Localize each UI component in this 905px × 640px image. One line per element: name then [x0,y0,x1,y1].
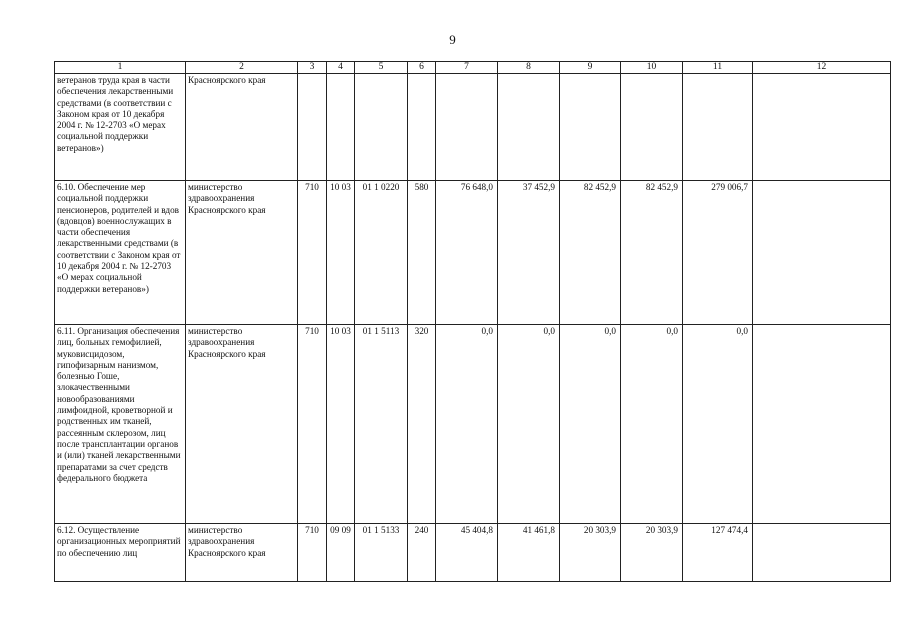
cell-value-8: 0,0 [498,325,560,524]
cell-result [753,74,891,181]
cell-total: 0,0 [683,325,753,524]
header-col-2: 2 [186,62,298,74]
cell-value-10: 0,0 [621,325,683,524]
cell-grbs: 710 [298,181,327,325]
table-row [55,524,891,582]
budget-table [54,61,891,582]
cell-result [753,181,891,325]
cell-grbs: 710 [298,524,327,582]
cell-target-article: 01 1 0220 [355,181,408,325]
cell-total: 127 474,4 [683,524,753,582]
header-col-12: 12 [753,62,891,74]
cell-section: 10 03 [327,325,355,524]
cell-grbs [298,74,327,181]
header-col-5: 5 [355,62,408,74]
cell-value-8 [498,74,560,181]
header-col-6: 6 [408,62,436,74]
cell-section: 10 03 [327,181,355,325]
header-col-10: 10 [621,62,683,74]
cell-target-article: 01 1 5113 [355,325,408,524]
row-name: 6.10. Обеспечение мер социальной поддержки пенсионеров, родителей и вдов (вдовцов) военнослужащих в части обеспечения лекарственными средствами (в соответствии с Законом края от 10 декабря 2004 г. № 12-2703 «О мерах социальной поддержки ветеранов») [55,181,186,325]
cell-result [753,325,891,524]
cell-target-article: 01 1 5133 [355,524,408,582]
row-executor: министерство здравоохранения Красноярского края [186,325,298,524]
cell-section: 09 09 [327,524,355,582]
row-name: 6.11. Организация обеспечения лиц, больных гемофилией, муковисцидозом, гипофизарным нанизмом, болезнью Гоше, злокачественными новообразованиями лимфоидной, кроветворной и родственных им тканей, рассеянным склерозом, лиц после трансплантации органов и (или) тканей лекарственными препаратами за счет средств федерального бюджета [55,325,186,524]
cell-expense-type: 320 [408,325,436,524]
cell-total [683,74,753,181]
cell-value-8: 37 452,9 [498,181,560,325]
header-col-8: 8 [498,62,560,74]
cell-value-9: 82 452,9 [560,181,621,325]
row-name: ветеранов труда края в части обеспечения лекарственными средствами (в соответствии с Законом края от 10 декабря 2004 г. № 12-2703 «О мерах социальной поддержки ветеранов») [55,74,186,181]
cell-value-7 [436,74,498,181]
cell-expense-type [408,74,436,181]
row-executor: министерство здравоохранения Красноярского края [186,181,298,325]
header-col-4: 4 [327,62,355,74]
cell-expense-type: 240 [408,524,436,582]
table-row [55,181,891,325]
cell-value-10: 20 303,9 [621,524,683,582]
cell-value-10: 82 452,9 [621,181,683,325]
cell-section [327,74,355,181]
cell-value-7: 45 404,8 [436,524,498,582]
cell-value-7: 0,0 [436,325,498,524]
header-col-11: 11 [683,62,753,74]
cell-value-7: 76 648,0 [436,181,498,325]
header-col-3: 3 [298,62,327,74]
cell-target-article [355,74,408,181]
header-row [55,62,891,74]
table-row [55,325,891,524]
page-number: 9 [449,32,456,47]
row-executor: министерство здравоохранения Красноярского края [186,524,298,582]
row-name: 6.12. Осуществление организационных мероприятий по обеспечению лиц [55,524,186,582]
cell-value-9: 20 303,9 [560,524,621,582]
cell-grbs: 710 [298,325,327,524]
row-executor: Красноярского края [186,74,298,181]
cell-value-9: 0,0 [560,325,621,524]
cell-value-8: 41 461,8 [498,524,560,582]
cell-expense-type: 580 [408,181,436,325]
header-col-1: 1 [55,62,186,74]
cell-result [753,524,891,582]
cell-value-9 [560,74,621,181]
cell-total: 279 006,7 [683,181,753,325]
cell-value-10 [621,74,683,181]
table-row [55,74,891,181]
header-col-9: 9 [560,62,621,74]
header-col-7: 7 [436,62,498,74]
